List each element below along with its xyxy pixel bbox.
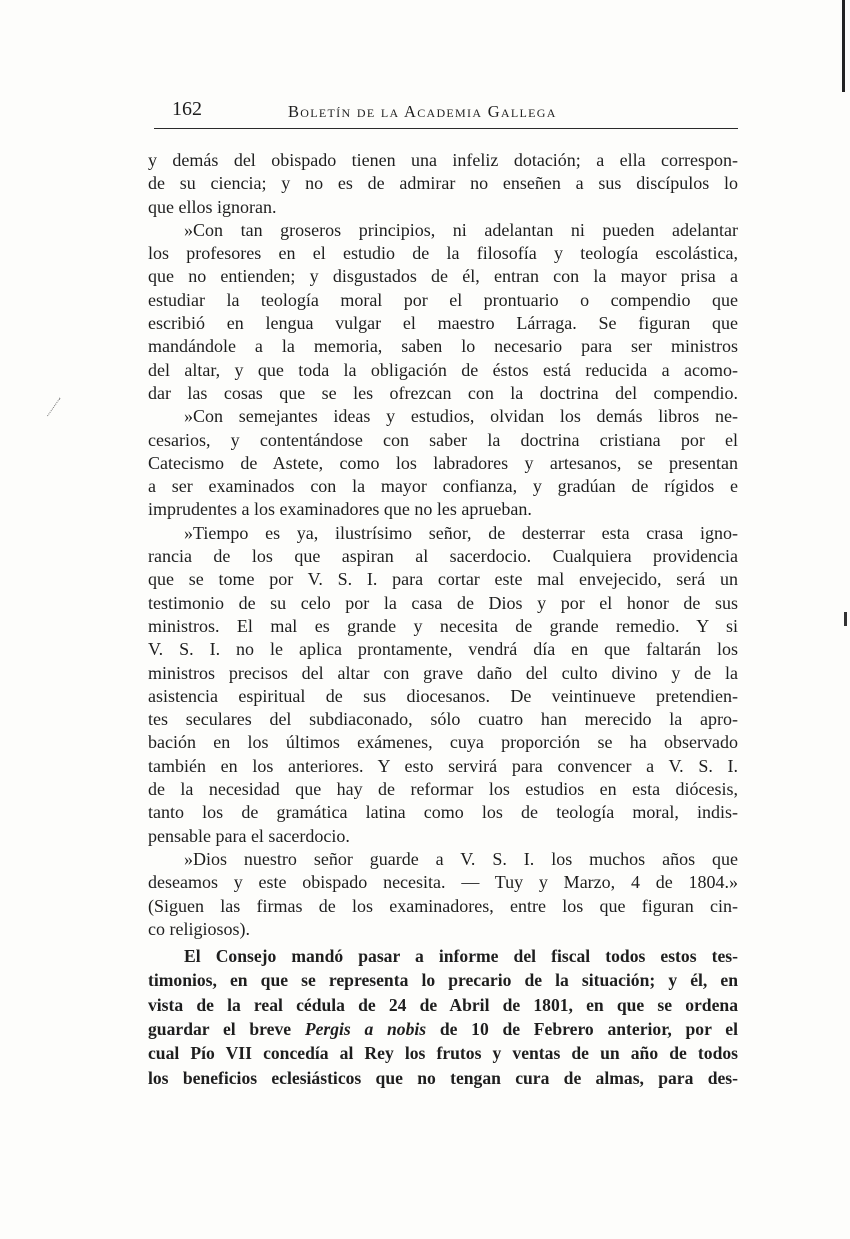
text-line: »Con semejantes ideas y estudios, olvidan los demás libros ne- — [184, 406, 738, 427]
text-line: bación en los últimos exámenes, cuya proporción se ha observado — [148, 732, 738, 753]
text-line: a ser examinados con la mayor confianza, y gradúan de rígidos e — [148, 476, 738, 497]
text-line: timonios, en que se representa lo precario de la situación; y él, en — [148, 970, 738, 991]
text-line: de la necesidad que hay de reformar los estudios en esta diócesis, — [148, 779, 738, 800]
text-line: rancia de los que aspiran al sacerdocio. Cualquiera providencia — [148, 546, 738, 567]
text-line: vista de la real cédula de 24 de Abril de 1801, en que se ordena — [148, 994, 738, 1015]
text-line: estudiar la teología moral por el prontuario o compendio que — [148, 289, 738, 310]
text-line: que ellos ignoran. — [148, 196, 277, 217]
header-rule — [154, 128, 738, 129]
text-line: escribió en lengua vulgar el maestro Lárraga. Se figuran que — [148, 313, 738, 334]
text-line: los beneficios eclesiásticos que no tengan cura de almas, para des- — [148, 1067, 738, 1088]
text-line: co religiosos). — [148, 918, 250, 939]
text-line: ministros precisos del altar con grave daño del culto divino y de la — [148, 662, 738, 683]
text-line: que no entienden; y disgustados de él, entran con la mayor prisa a — [148, 266, 738, 287]
text-line: y demás del obispado tienen una infeliz dotación; a ella correspon- — [148, 150, 738, 170]
page-header — [162, 98, 740, 126]
text-line: también en los anteriores. Y esto servirá para convencer a V. S. I. — [148, 755, 738, 776]
text-line: de su ciencia; y no es de admirar no enseñen a sus discípulos lo — [148, 173, 738, 194]
text-line: (Siguen las firmas de los examinadores, entre los que figuran cin- — [148, 895, 738, 916]
text-line: los profesores en el estudio de la filosofía y teología escolástica, — [148, 243, 738, 264]
text-line: cesarios, y contentándose con saber la doctrina cristiana por el — [148, 429, 738, 450]
text-line: testimonio de su celo por la casa de Dios y por el honor de sus — [148, 592, 738, 613]
page-edge-mark — [842, 0, 845, 92]
text-line: dar las cosas que se les ofrezcan con la doctrina del compendio. — [148, 382, 738, 403]
text-line: »Tiempo es ya, ilustrísimo señor, de desterrar esta crasa igno- — [184, 522, 738, 543]
text-line: »Con tan groseros principios, ni adelantan ni pueden adelantar — [184, 219, 738, 240]
text-line: que se tome por V. S. I. para cortar este mal envejecido, será un — [148, 569, 738, 590]
closing-paragraph — [148, 944, 738, 1090]
text-line: ministros. El mal es grande y necesita de grande remedio. Y si — [148, 615, 738, 636]
text-line: V. S. I. no le aplica prontamente, vendrá día en que faltarán los — [148, 639, 738, 660]
italic-title: Pergis a nobis — [304, 1018, 427, 1039]
text-segment: de 10 de Febrero anterior, por el — [439, 1018, 738, 1039]
text-line — [148, 1017, 738, 1041]
running-title: Boletín de la Academia Gallega — [288, 102, 557, 121]
text-line: »Dios nuestro señor guarde a V. S. I. los muchos años que — [184, 848, 738, 869]
text-line: cual Pío VII concedía al Rey los frutos y ventas de un año de todos — [148, 1043, 738, 1064]
text-line: tes seculares del subdiaconado, sólo cuatro han merecido la apro- — [148, 709, 738, 730]
text-line: pensable para el sacerdocio. — [148, 825, 350, 846]
page-number: 162 — [172, 98, 202, 120]
text-segment: guardar el breve — [148, 1018, 292, 1039]
text-line: asistencia espiritual de sus diocesanos. De veintinueve pretendien- — [148, 685, 738, 706]
paper-speck — [47, 398, 72, 425]
page-edge-mark — [844, 612, 847, 626]
text-line: Catecismo de Astete, como los labradores y artesanos, se presentan — [148, 452, 738, 473]
text-line: mandándole a la memoria, saben lo necesario para ser ministros — [148, 336, 738, 357]
text-line: del altar, y que toda la obligación de éstos está reducida a acomo- — [148, 359, 738, 380]
text-line: El Consejo mandó pasar a informe del fiscal todos estos tes- — [184, 946, 738, 967]
text-line: tanto los de gramática latina como los de teología moral, indis- — [148, 802, 738, 823]
text-line: imprudentes a los examinadores que no les aprueban. — [148, 499, 532, 520]
page-body — [148, 149, 738, 1090]
text-line: deseamos y este obispado necesita. — Tuy y Marzo, 4 de 1804.» — [148, 872, 738, 893]
